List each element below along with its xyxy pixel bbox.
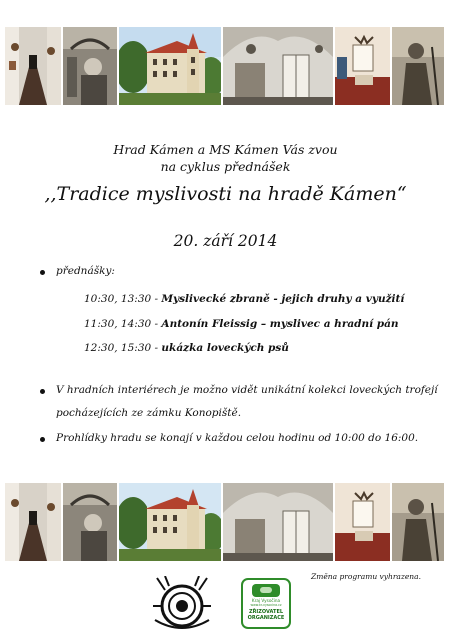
vysocina-mark-icon xyxy=(252,584,280,597)
lecture-time: 11:30, 14:30 - xyxy=(84,318,162,330)
footer-photo-strip xyxy=(5,483,446,561)
vysocina-band xyxy=(243,609,289,621)
castle-corridor-photo xyxy=(5,27,61,105)
trophy-room-photo xyxy=(335,27,390,105)
collection-line-1: V hradních interiérech je možno vidět unikátní kolekci loveckých trofejí xyxy=(56,384,438,396)
lecture-topic: ukázka loveckých psů xyxy=(161,342,289,354)
vysocina-band-line-1: ZŘIZOVATEL xyxy=(248,609,284,615)
invitation-line-1: Hrad Kámen a MS Kámen Vás zvou xyxy=(113,142,338,157)
vaulted-hall-photo xyxy=(223,483,333,561)
lecture-time: 12:30, 15:30 - xyxy=(84,342,162,354)
lectures-label: přednášky: xyxy=(56,265,115,277)
bullet-tours xyxy=(40,437,45,442)
tours-info: Prohlídky hradu se konají v každou celou hodinu od 10:00 do 16:00. xyxy=(56,432,419,444)
event-date: 20. září 2014 xyxy=(173,232,278,250)
lecture-item xyxy=(84,318,399,330)
vysocina-web: www.kr-vysocina.cz xyxy=(250,603,282,607)
lecture-time: 10:30, 13:30 - xyxy=(84,293,162,305)
header-photo-strip xyxy=(5,27,446,105)
bullet-collection xyxy=(40,389,45,394)
lecture-topic: Myslivecké zbraně - jejich druhy a využití xyxy=(161,293,405,305)
vaulted-hall-photo xyxy=(223,27,333,105)
lecture-item xyxy=(84,342,289,354)
castle-corridor-photo xyxy=(5,483,61,561)
invitation-line-2: na cyklus přednášek xyxy=(160,159,291,174)
old-hunter-photo xyxy=(392,483,444,561)
program-change-note: Změna programu vyhrazena. xyxy=(311,572,421,581)
lecture-topic: Antonín Fleissig – myslivec a hradní pán xyxy=(161,318,399,330)
hunter-portrait-photo xyxy=(63,483,117,561)
hunting-association-emblem xyxy=(151,576,213,632)
vysocina-name: Kraj Vysočina xyxy=(251,598,281,603)
invitation-text xyxy=(0,141,451,175)
collection-line-2: pocházejících ze zámku Konopiště. xyxy=(56,407,242,419)
bullet-lectures xyxy=(40,270,45,275)
event-title: ,,Tradice myslivosti na hradě Kámen“ xyxy=(44,183,407,205)
kraj-vysocina-logo xyxy=(241,578,291,629)
old-hunter-photo xyxy=(392,27,444,105)
lecture-item xyxy=(84,293,404,305)
castle-exterior-photo xyxy=(119,27,221,105)
castle-exterior-photo xyxy=(119,483,221,561)
vysocina-band-line-2: ORGANIZACE xyxy=(247,615,285,621)
trophy-room-photo xyxy=(335,483,390,561)
hunter-portrait-photo xyxy=(63,27,117,105)
